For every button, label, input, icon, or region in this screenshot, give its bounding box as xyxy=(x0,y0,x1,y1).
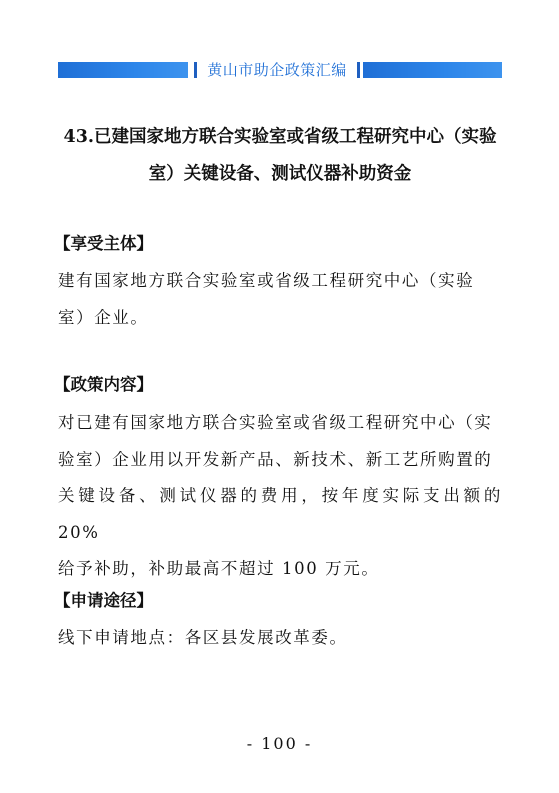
section-body-eligible-subjects xyxy=(58,263,502,336)
section-body-application-channel xyxy=(58,620,502,657)
page-number: - 100 - xyxy=(246,734,313,753)
section-heading-policy-content: 【政策内容】 xyxy=(54,375,153,394)
body-line: 关键设备、测试仪器的费用，按年度实际支出额的 20% xyxy=(58,486,502,542)
banner-tick-left xyxy=(194,62,197,78)
body-line: 验室）企业用以开发新产品、新技术、新工艺所购置的 xyxy=(58,449,493,469)
document-title-line-2: 室）关键设备、测试仪器补助资金 xyxy=(148,164,412,184)
section-body-policy-content xyxy=(58,405,502,588)
body-line: 建有国家地方联合实验室或省级工程研究中心（实验 xyxy=(58,271,475,290)
banner-bar-left xyxy=(58,62,188,78)
banner-tick-right xyxy=(357,62,360,78)
banner-bar-right xyxy=(363,62,502,78)
body-line: 线下申请地点：各区县发展改革委。 xyxy=(58,628,348,647)
section-heading-application-channel: 【申请途径】 xyxy=(54,591,153,610)
header-banner xyxy=(58,62,502,78)
section-heading-eligible-subjects: 【享受主体】 xyxy=(54,234,153,253)
body-line: 室）企业。 xyxy=(58,307,149,327)
banner-title: 黄山市助企政策汇编 xyxy=(207,61,347,79)
body-line: 给予补助，补助最高不超过 100 万元。 xyxy=(58,559,380,578)
document-title-line-1: 43.已建国家地方联合实验室或省级工程研究中心（实验 xyxy=(63,127,497,147)
document-title xyxy=(58,119,502,193)
body-line: 对已建有国家地方联合实验室或省级工程研究中心（实 xyxy=(58,413,493,432)
